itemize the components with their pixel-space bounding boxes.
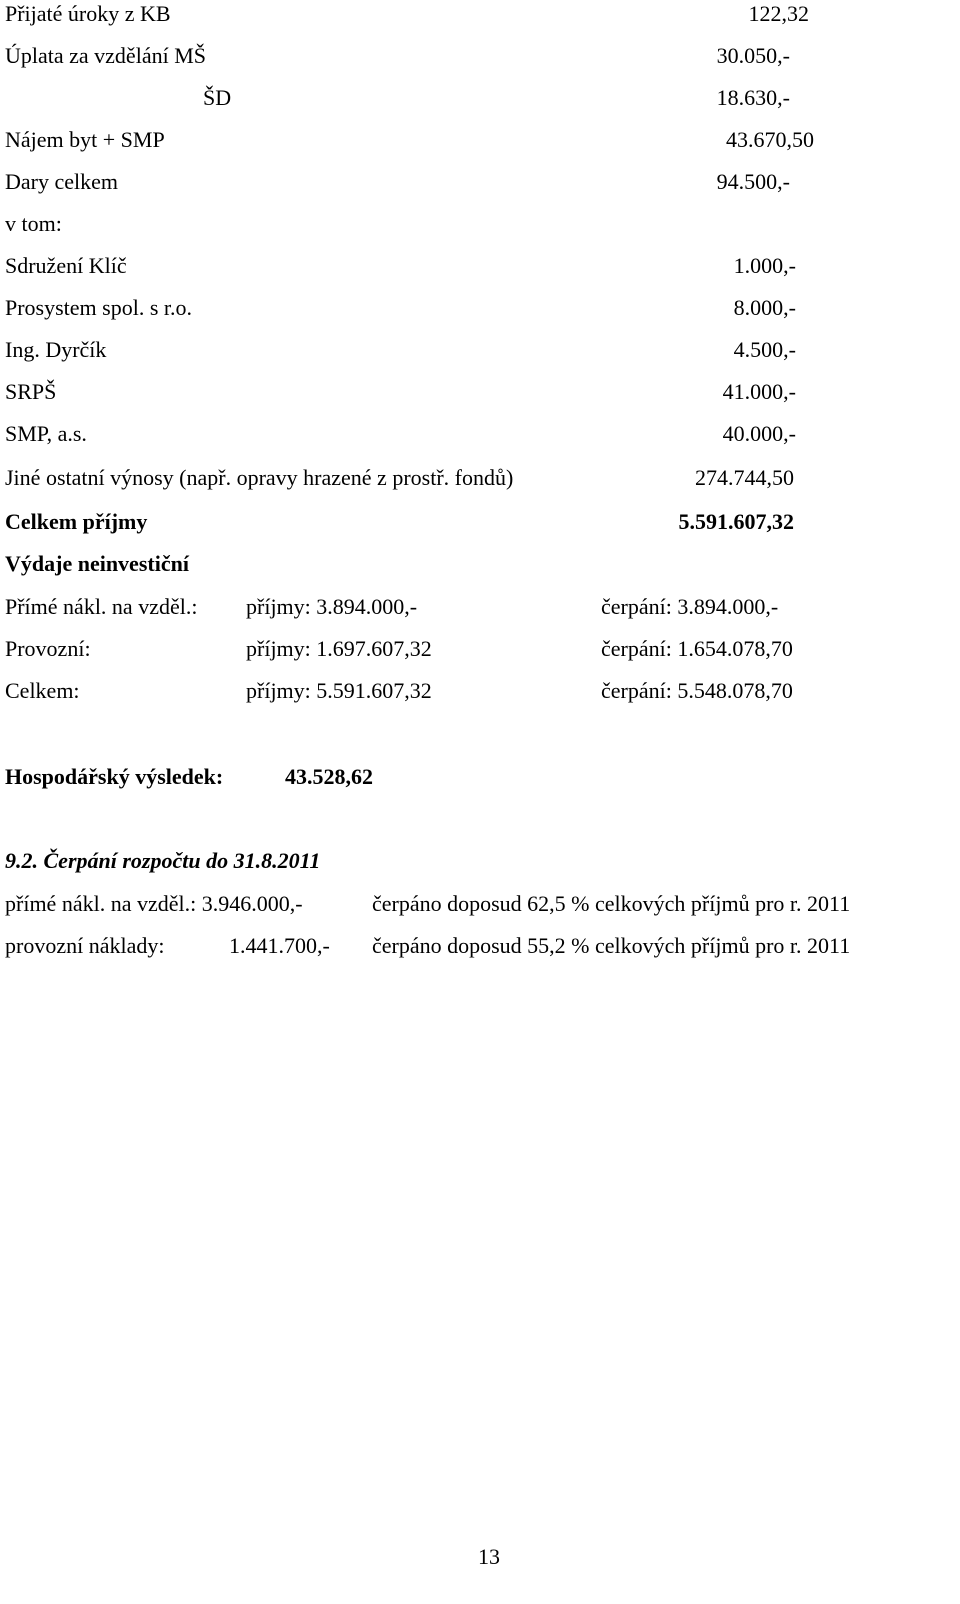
income-label: Ing. Dyrčík (5, 337, 107, 362)
expense-label: Celkem: (5, 678, 80, 703)
result-label: Hospodářský výsledek: (5, 764, 224, 789)
section-heading: 9.2. Čerpání rozpočtu do 31.8.2011 (5, 848, 321, 873)
income-total-value: 5.591.607,32 (678, 509, 794, 534)
income-label: Úplata za vzdělání MŠ (5, 43, 206, 68)
income-label: SMP, a.s. (5, 421, 87, 446)
expense-label: Přímé nákl. na vzděl.: (5, 594, 198, 619)
income-value: 43.670,50 (726, 127, 814, 152)
income-value: 122,32 (748, 1, 809, 26)
income-value: 1.000,- (733, 253, 796, 278)
budget-amount: 1.441.700,- (229, 933, 330, 958)
budget-text: čerpáno doposud 62,5 % celkových příjmů pro r. 2011 (372, 891, 851, 916)
expenses-heading: Výdaje neinvestiční (5, 551, 189, 576)
income-label: v tom: (5, 211, 62, 236)
income-label: Jiné ostatní výnosy (např. opravy hrazené z prostř. fondů) (5, 465, 514, 490)
income-value: 30.050,- (716, 43, 790, 68)
income-value: 8.000,- (733, 295, 796, 320)
expense-spent: čerpání: 3.894.000,- (601, 594, 779, 619)
expense-spent: čerpání: 1.654.078,70 (601, 636, 793, 661)
expense-income: příjmy: 5.591.607,32 (246, 678, 432, 703)
budget-text: čerpáno doposud 55,2 % celkových příjmů pro r. 2011 (372, 933, 851, 958)
page-number: 13 (478, 1544, 500, 1569)
income-value: 94.500,- (716, 169, 790, 194)
expense-spent: čerpání: 5.548.078,70 (601, 678, 793, 703)
income-value: 18.630,- (716, 85, 790, 110)
income-label: Přijaté úroky z KB (5, 1, 171, 26)
expense-income: příjmy: 1.697.607,32 (246, 636, 432, 661)
income-label: Sdružení Klíč (5, 253, 127, 278)
income-value: 40.000,- (722, 421, 796, 446)
income-label: ŠD (203, 85, 232, 110)
income-label: Nájem byt + SMP (5, 127, 165, 152)
income-label: Prosystem spol. s r.o. (5, 295, 193, 320)
income-total-label: Celkem příjmy (5, 509, 148, 534)
income-value: 274.744,50 (695, 465, 794, 490)
income-value: 4.500,- (733, 337, 796, 362)
result-value: 43.528,62 (285, 764, 373, 789)
budget-label: provozní náklady: (5, 933, 165, 958)
budget-label: přímé nákl. na vzděl.: 3.946.000,- (5, 891, 303, 916)
income-value: 41.000,- (722, 379, 796, 404)
income-label: SRPŠ (5, 379, 57, 404)
expense-label: Provozní: (5, 636, 91, 661)
expense-income: příjmy: 3.894.000,- (246, 594, 418, 619)
income-label: Dary celkem (5, 169, 118, 194)
